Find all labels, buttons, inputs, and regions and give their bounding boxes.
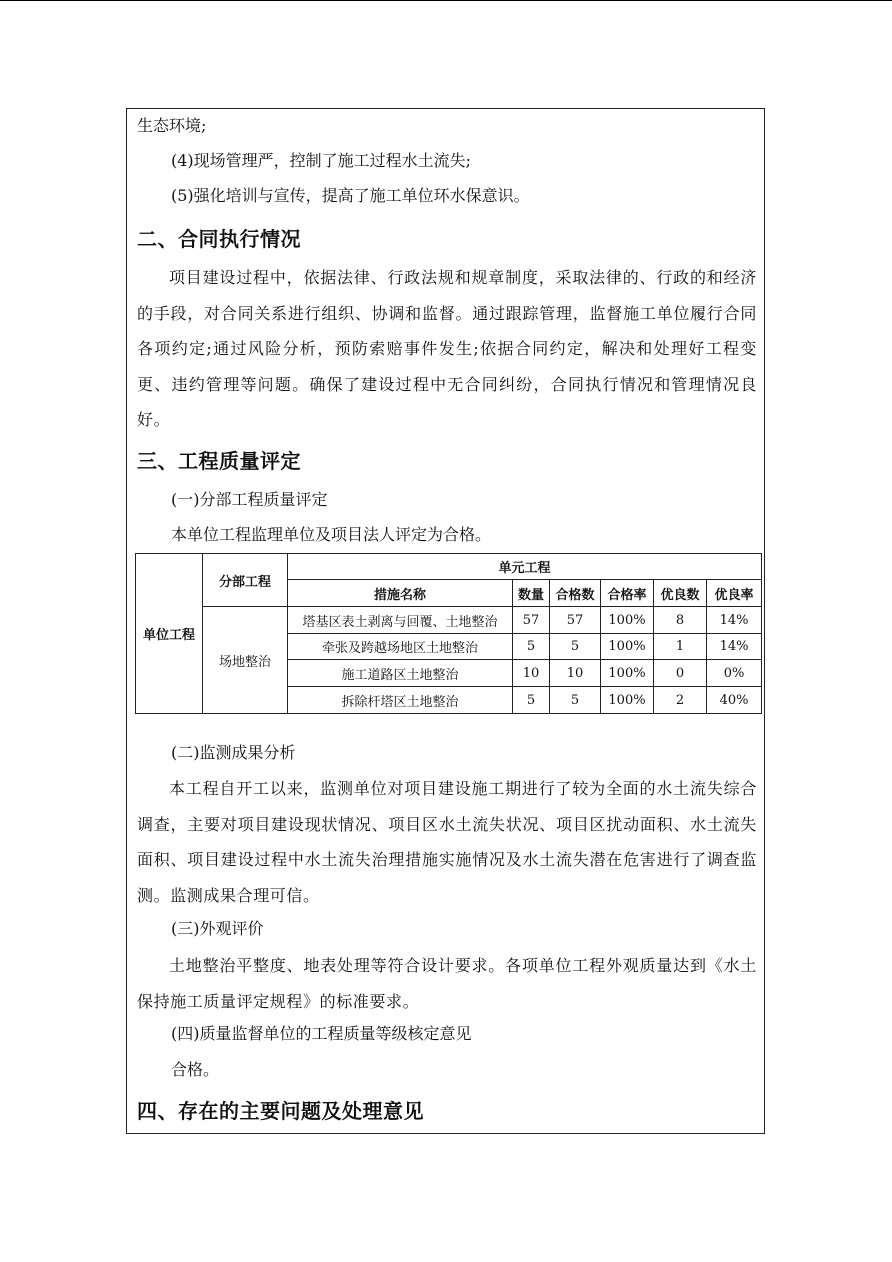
subheading-appearance: (三)外观评价 <box>171 919 264 938</box>
cell-pass-count: 10 <box>550 660 601 687</box>
cell-good-count: 8 <box>654 607 707 634</box>
cell-good-count: 0 <box>654 660 707 687</box>
cell-quantity: 5 <box>513 687 550 714</box>
cell-quantity: 57 <box>513 607 550 634</box>
header-measure-name: 措施名称 <box>288 580 513 607</box>
cell-good-count: 1 <box>654 634 707 660</box>
cell-good-rate: 40% <box>707 687 762 714</box>
text-supervision: 合格。 <box>171 1060 220 1079</box>
header-good-count: 优良数 <box>654 580 707 607</box>
subheading-monitoring: (二)监测成果分析 <box>171 743 296 762</box>
text-line-item-4: (4)现场管理严，控制了施工过程水土流失; <box>171 151 472 170</box>
cell-pass-rate: 100% <box>601 634 654 660</box>
page-top-rule <box>0 0 892 1</box>
header-quantity: 数量 <box>513 580 550 607</box>
text-part-quality: 本单位工程监理单位及项目法人评定为合格。 <box>171 525 492 544</box>
cell-part-name: 场地整治 <box>203 607 288 714</box>
quality-table <box>135 553 762 714</box>
subheading-part-quality: (一)分部工程质量评定 <box>171 490 328 509</box>
cell-measure-name: 塔基区表土剥离与回覆、土地整治 <box>288 607 513 634</box>
cell-pass-rate: 100% <box>601 687 654 714</box>
text-line-ecology: 生态环境; <box>137 116 207 135</box>
cell-measure-name: 施工道路区土地整治 <box>288 660 513 687</box>
cell-good-rate: 0% <box>707 660 762 687</box>
section-body-contract: 项目建设过程中，依据法律、行政法规和规章制度，采取法律的、行政的和经济的手段，对合同关系进行组织、协调和监督。通过跟踪管理，监督施工单位履行合同各项约定;通过风险分析，预防索赔事件发生;依据合同约定，解决和处理好工程变更、违约管理等问题。确保了建设过程中无合同纠纷，合同执行情况和管理情况良好。 <box>137 268 757 429</box>
subheading-supervision: (四)质量监督单位的工程质量等级核定意见 <box>171 1024 472 1043</box>
cell-good-rate: 14% <box>707 634 762 660</box>
cell-pass-rate: 100% <box>601 607 654 634</box>
section-heading-contract: 二、合同执行情况 <box>137 227 301 251</box>
header-good-rate: 优良率 <box>707 580 762 607</box>
cell-good-count: 2 <box>654 687 707 714</box>
table-row <box>136 607 762 634</box>
header-pass-rate: 合格率 <box>601 580 654 607</box>
text-monitoring: 本工程自开工以来，监测单位对项目建设施工期进行了较为全面的水土流失综合调查，主要对项目建设现状情况、项目区水土流失状况、项目区扰动面积、水土流失面积、项目建设过程中水土流失治理措施实施情况及水土流失潜在危害进行了调查监测。监测成果合理可信。 <box>137 779 757 905</box>
section-heading-quality: 三、工程质量评定 <box>137 449 301 473</box>
text-appearance: 土地整治平整度、地表处理等符合设计要求。各项单位工程外观质量达到《水土保持施工质量评定规程》的标准要求。 <box>137 956 757 1011</box>
text-line-item-5: (5)强化培训与宣传，提高了施工单位环水保意识。 <box>171 186 530 205</box>
cell-pass-rate: 100% <box>601 660 654 687</box>
section-heading-issues: 四、存在的主要问题及处理意见 <box>137 1099 424 1123</box>
cell-good-rate: 14% <box>707 607 762 634</box>
header-pass-count: 合格数 <box>550 580 601 607</box>
cell-quantity: 10 <box>513 660 550 687</box>
cell-measure-name: 拆除杆塔区土地整治 <box>288 687 513 714</box>
header-element-project: 单元工程 <box>288 554 762 580</box>
cell-pass-count: 5 <box>550 687 601 714</box>
cell-pass-count: 57 <box>550 607 601 634</box>
cell-quantity: 5 <box>513 634 550 660</box>
cell-measure-name: 牵张及跨越场地区土地整治 <box>288 634 513 660</box>
header-part-project: 分部工程 <box>203 554 288 607</box>
cell-pass-count: 5 <box>550 634 601 660</box>
header-unit-project: 单位工程 <box>136 554 203 714</box>
